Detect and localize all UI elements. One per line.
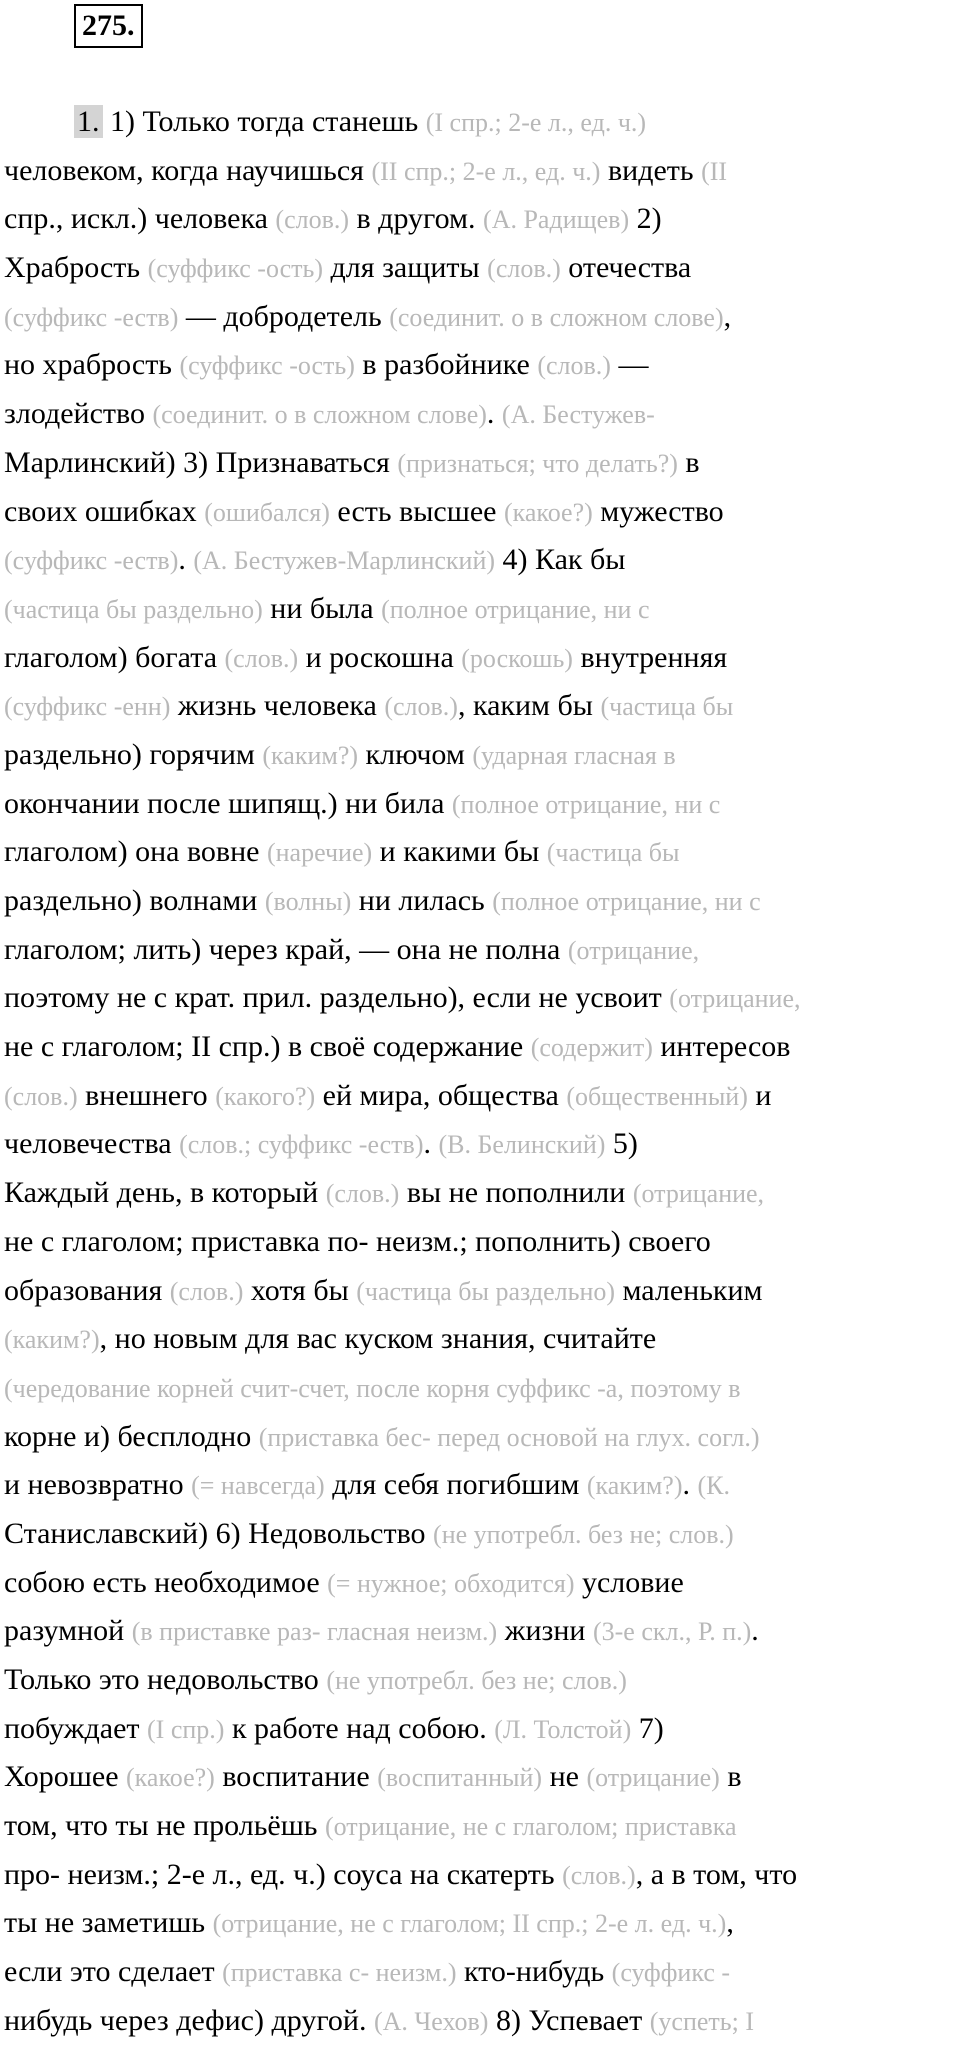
text-line — [4, 1510, 958, 1559]
text-line — [4, 877, 958, 926]
sentence-text: к работе над собою. — [224, 1711, 495, 1745]
text-line — [4, 828, 958, 877]
text-line — [4, 1656, 958, 1705]
hint-comment: (А. Радищев) — [483, 205, 630, 235]
sentence-text: и — [747, 1078, 772, 1112]
hint-comment: (частица бы — [546, 838, 680, 868]
sentence-text: ключом — [358, 737, 473, 771]
hint-comment: (каким?) — [4, 1325, 100, 1355]
sentence-text: ты не заметишь — [4, 1906, 213, 1940]
sentence-text: 2) — [629, 202, 662, 236]
hint-comment: (К. — [697, 1471, 731, 1501]
sentence-text: глаголом; лить) через край, — она не полна — [4, 932, 568, 966]
hint-comment: (отрицание, — [669, 984, 801, 1014]
sentence-text: , а в том, что — [635, 1857, 798, 1891]
hint-comment: (отрицание, не с глаголом; приставка — [324, 1812, 737, 1842]
text-line — [4, 1169, 958, 1218]
sentence-text: 5) — [605, 1127, 638, 1161]
hint-comment: (= навсегда) — [191, 1471, 325, 1501]
hint-comment: (I спр.; 2-е л., ед. ч.) — [425, 108, 647, 137]
hint-comment: (суффикс -еств) — [4, 302, 179, 332]
text-line — [4, 244, 958, 293]
hint-comment: (признаться; что делать?) — [397, 448, 678, 478]
hint-comment: (Л. Толстой) — [494, 1714, 632, 1744]
sentence-text: ни была — [262, 591, 382, 625]
sentence-text: , — [723, 299, 732, 333]
sentence-text: раздельно) волнами — [4, 884, 265, 917]
hint-comment: (не употребл. без не; слов.) — [326, 1666, 627, 1695]
text-line — [4, 341, 958, 390]
hint-comment: (слов.) — [169, 1276, 244, 1306]
hint-comment: (ошибался) — [204, 497, 330, 527]
sentence-text: 1) Только тогда станешь — [110, 105, 426, 138]
sentence-text: внешнего — [77, 1078, 216, 1112]
text-line — [4, 731, 958, 780]
hint-comment: (суффикс -ость) — [147, 254, 324, 284]
text-line — [4, 1607, 958, 1656]
hint-comment: (слов.) — [224, 643, 299, 673]
text-line — [4, 1267, 958, 1316]
sentence-text: и роскошна — [298, 640, 462, 674]
text-line — [4, 1315, 958, 1364]
sentence-text: ни лилась — [351, 884, 493, 917]
exercise-number: 275. — [74, 4, 143, 48]
sentence-text: человеком, когда научишься — [4, 153, 372, 187]
sentence-text: отечества — [560, 251, 692, 285]
sentence-text: . — [178, 543, 194, 577]
hint-comment: (каким?) — [262, 740, 359, 770]
sentence-text: Хорошее — [4, 1760, 127, 1794]
hint-comment: (суффикс -енн) — [4, 692, 171, 722]
sentence-text: кто-нибудь — [456, 1955, 612, 1989]
sentence-text: в — [719, 1760, 742, 1794]
hint-comment: (волны) — [264, 887, 352, 916]
hint-comment: (успеть; I — [649, 2006, 755, 2036]
hint-comment: (частица бы раздельно) — [356, 1276, 616, 1306]
sentence-text: окончании после шипящ.) ни била — [4, 786, 452, 820]
hint-comment: (роскошь) — [461, 643, 573, 673]
sentence-text: , каким бы — [457, 689, 601, 723]
sentence-text: интересов — [652, 1030, 791, 1064]
text-line — [4, 780, 958, 829]
hint-comment: (приставка бес- перед основой на глух. согл.) — [258, 1422, 760, 1452]
sentence-text: не — [542, 1760, 587, 1794]
hint-comment: (В. Белинский) — [438, 1130, 606, 1160]
sentence-text: Марлинский) 3) Признаваться — [4, 445, 398, 479]
hint-comment: (соединит. о в сложном слове) — [152, 400, 487, 430]
hint-comment: (II — [701, 156, 728, 186]
exercise-text — [4, 98, 958, 2046]
hint-comment: (какое?) — [126, 1763, 215, 1793]
text-line — [4, 926, 958, 975]
sentence-text: корне и) бесплодно — [4, 1419, 259, 1453]
sentence-text: мужество — [592, 494, 724, 528]
hint-comment: (= нужное; обходится) — [327, 1568, 575, 1598]
text-line — [4, 682, 958, 731]
hint-comment: (частица бы — [600, 692, 734, 722]
hint-comment: (слов.) — [562, 1860, 636, 1890]
sentence-text: жизнь человека — [170, 689, 385, 723]
text-line — [4, 147, 958, 196]
text-line — [4, 390, 958, 439]
hint-comment: (слов.; суффикс -еств) — [179, 1130, 424, 1160]
hint-comment: (I спр.) — [147, 1714, 225, 1744]
text-line — [4, 634, 958, 683]
text-line — [4, 1120, 958, 1169]
hint-comment: (содержит) — [530, 1033, 653, 1063]
text-line — [4, 1461, 958, 1510]
sentence-text: . — [423, 1127, 439, 1161]
sentence-text: не с глаголом; приставка по- неизм.; пополнить) своего — [4, 1224, 711, 1258]
sentence-text: разумной — [4, 1614, 132, 1648]
sentence-text: . — [682, 1468, 698, 1502]
sentence-text: 4) Как бы — [495, 543, 626, 577]
text-line — [4, 1218, 958, 1267]
hint-comment: (полное отрицание, ни с — [492, 887, 761, 916]
hint-comment: (полное отрицание, ни с — [451, 789, 721, 819]
sentence-text: для себя погибшим — [324, 1468, 587, 1502]
text-line — [4, 1851, 958, 1900]
sentence-text: — добродетель — [178, 299, 390, 333]
sentence-text: хотя бы — [243, 1273, 357, 1307]
hint-comment: (отрицание, — [567, 935, 700, 965]
sentence-text: вы не пополнили — [399, 1176, 633, 1210]
sentence-text: глаголом) она вовне — [4, 835, 267, 869]
hint-comment: (3-е скл., Р. п.) — [592, 1617, 752, 1647]
sentence-text: жизни — [497, 1614, 593, 1648]
sentence-text: . — [751, 1614, 759, 1648]
hint-comment: (слов.) — [4, 1081, 78, 1111]
hint-comment: (чередование корней счит-счет, после корня суффикс -а, поэтому в — [4, 1373, 741, 1403]
text-line — [4, 1364, 958, 1413]
text-line — [4, 1997, 958, 2046]
hint-comment: (какое?) — [503, 497, 593, 527]
hint-comment: (частица бы раздельно) — [4, 594, 263, 624]
sentence-text: внутренняя — [572, 640, 728, 674]
text-line — [4, 1559, 958, 1608]
sentence-text: — — [610, 348, 649, 382]
sentence-text: нибудь через дефис) другой. — [4, 2003, 374, 2037]
sentence-text: условие — [574, 1565, 684, 1599]
sentence-text: маленьким — [615, 1273, 763, 1307]
sentence-text: и какими бы — [372, 835, 547, 869]
text-line — [4, 1072, 958, 1121]
hint-comment: (А. Бестужев-Марлинский) — [193, 546, 496, 576]
hint-comment: (А. Чехов) — [373, 2006, 489, 2036]
hint-comment: (А. Бестужев- — [501, 400, 655, 430]
text-line — [4, 536, 958, 585]
sentence-text: побуждает — [4, 1711, 148, 1745]
hint-comment: (слов.) — [384, 692, 458, 722]
hint-comment: (слов.) — [325, 1179, 400, 1209]
sentence-text: для защиты — [323, 251, 488, 285]
sentence-text: собою есть необходимое — [4, 1565, 328, 1599]
text-line — [4, 974, 958, 1023]
sentence-text: но храбрость — [4, 348, 180, 382]
text-line — [4, 195, 958, 244]
sentence-text: том, что ты не прольёшь — [4, 1809, 325, 1843]
sentence-text: в — [677, 445, 700, 479]
text-line — [4, 439, 958, 488]
sentence-text: про- неизм.; 2-е л., ед. ч.) соуса на скатерть — [4, 1857, 563, 1891]
sentence-text: воспитание — [214, 1760, 378, 1794]
sentence-text: ей мира, общества — [315, 1078, 567, 1112]
sentence-text: Храбрость — [4, 251, 148, 285]
sentence-text: 7) — [631, 1711, 664, 1745]
text-line — [4, 585, 958, 634]
hint-comment: (не употребл. без не; слов.) — [433, 1519, 734, 1549]
text-line — [4, 1802, 958, 1851]
sentence-text: видеть — [600, 153, 702, 187]
hint-comment: (суффикс -ость) — [179, 351, 355, 381]
text-line — [4, 98, 958, 147]
sentence-text: 8) Успевает — [488, 2003, 650, 2037]
sentence-text: Каждый день, в который — [4, 1176, 326, 1210]
hint-comment: (суффикс -еств) — [4, 546, 179, 576]
hint-comment: (в приставке раз- гласная неизм.) — [131, 1617, 498, 1647]
hint-comment: (приставка с- неизм.) — [222, 1958, 457, 1988]
hint-comment: (воспитанный) — [377, 1763, 543, 1793]
hint-comment: (каким?) — [586, 1471, 683, 1501]
sentence-text: и невозвратно — [4, 1468, 192, 1502]
sentence-text: , но новым для вас куском знания, считайте — [99, 1322, 657, 1356]
sentence-text: в другом. — [349, 202, 484, 236]
sentence-text: есть высшее — [329, 494, 504, 528]
text-line — [4, 1705, 958, 1754]
hint-comment: (слов.) — [275, 205, 350, 235]
sentence-text: раздельно) горячим — [4, 737, 263, 771]
hint-comment: (ударная гласная в — [472, 740, 676, 770]
sentence-text: поэтому не с крат. прил. раздельно), если не усвоит — [4, 981, 670, 1015]
text-line — [4, 1948, 958, 1997]
hint-comment: (отрицание, не с глаголом; II спр.; 2-е л. ед. ч.) — [212, 1909, 727, 1939]
hint-comment: (какого?) — [215, 1081, 316, 1111]
text-line — [4, 1413, 958, 1462]
hint-comment: (наречие) — [266, 838, 373, 868]
hint-comment: (общественный) — [566, 1081, 748, 1111]
sentence-text: глаголом) богата — [4, 640, 225, 674]
sentence-text: . — [486, 397, 502, 431]
hint-comment: (II спр.; 2-е л., ед. ч.) — [371, 156, 601, 186]
sentence-text: злодейство — [4, 397, 153, 431]
sentence-text: , — [726, 1906, 734, 1940]
text-line — [4, 293, 958, 342]
text-line — [4, 1899, 958, 1948]
hint-comment: (суффикс - — [611, 1958, 731, 1988]
hint-comment: (слов.) — [487, 254, 561, 284]
task-number: 1. — [74, 105, 103, 138]
sentence-text: Станиславский) 6) Недовольство — [4, 1516, 434, 1550]
hint-comment: (отрицание) — [586, 1763, 720, 1793]
sentence-text: своих ошибках — [4, 494, 205, 528]
text-line — [4, 1753, 958, 1802]
sentence-text: если это сделает — [4, 1955, 223, 1989]
text-line — [4, 1023, 958, 1072]
sentence-text: Только это недовольство — [4, 1663, 327, 1696]
hint-comment: (полное отрицание, ни с — [381, 594, 650, 624]
hint-comment: (слов.) — [537, 351, 611, 381]
hint-comment: (отрицание, — [632, 1179, 765, 1209]
hint-comment: (соединит. о в сложном слове) — [389, 302, 724, 332]
text-line — [4, 488, 958, 537]
sentence-text: образования — [4, 1273, 170, 1307]
sentence-text: человечества — [4, 1127, 180, 1161]
sentence-text: не с глаголом; II спр.) в своё содержание — [4, 1030, 531, 1064]
sentence-text: спр., искл.) человека — [4, 202, 276, 236]
sentence-text: в разбойнике — [354, 348, 538, 382]
